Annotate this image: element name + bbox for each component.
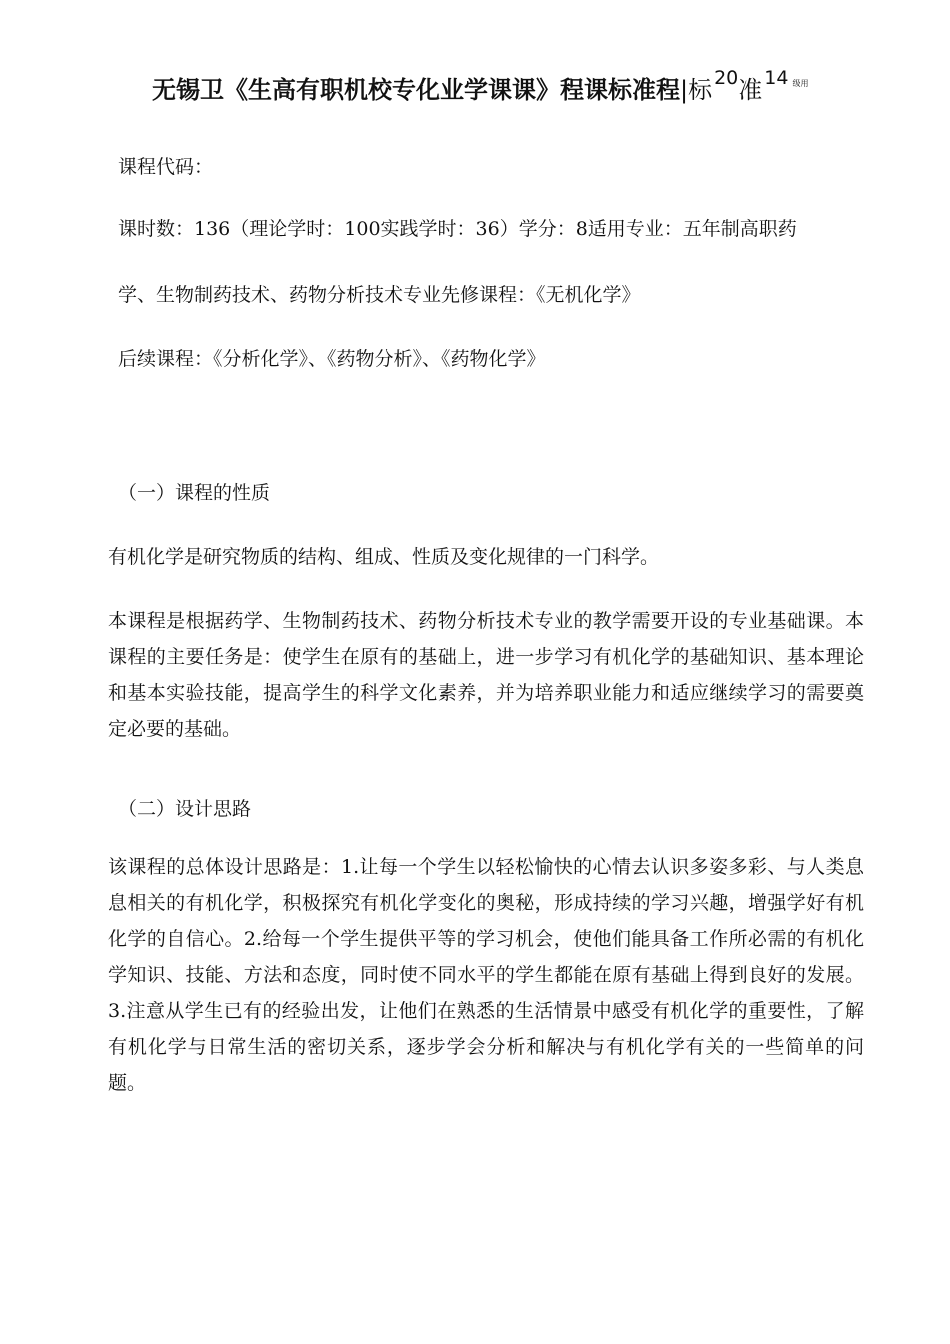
title-main: 无锡卫《生高有职机校专化业学课课》程课标准程 xyxy=(152,76,680,104)
course-code: 课程代码： xyxy=(118,156,214,178)
title-tail-b: 准 xyxy=(738,76,763,104)
course-hours-line-1: 课时数：136（理论学时：100实践学时：36）学分：8适用专业：五年制高职药 xyxy=(118,218,797,240)
title-separator: | xyxy=(680,76,689,104)
section-1-paragraph-2: 本课程是根据药学、生物制药技术、药物分析技术专业的教学需要开设的专业基础课。本课程的主要任务是：使学生在原有的基础上，进一步学习有机化学的基础知识、基本理论和基本实验技能，提高学生的科学文化素养，并为培养职业能力和适应继续学习的需要奠定必要的基础。 xyxy=(108,610,864,740)
document-title xyxy=(152,67,809,116)
course-hours-line-2: 学、生物制药技术、药物分析技术专业先修课程：《无机化学》 xyxy=(118,284,641,306)
title-tiny-note: 级用 xyxy=(792,79,809,88)
section-2-paragraph-1: 该课程的总体设计思路是：1.让每一个学生以轻松愉快的心情去认识多姿多彩、与人类息息相关的有机化学，积极探究有机化学变化的奥秘，形成持续的学习兴趣，增强学好有机化学的自信心。2.给每一个学生提供平等的学习机会，使他们能具备工作所必需的有机化学知识、技能、方法和态度，同时使不同水平的学生都能在原有基础上得到良好的发展。3.注意从学生已有的经验出发，让他们在熟悉的生活情景中感受有机化学的重要性，了解有机化学与日常生活的密切关系，逐步学会分析和解决与有机化学有关的一些简单的问题。 xyxy=(108,856,864,1094)
title-superscript-a: 20 xyxy=(714,67,739,89)
section-1-heading: （一）课程的性质 xyxy=(118,482,271,504)
section-2-heading: （二）设计思路 xyxy=(118,798,252,820)
title-superscript-b: 14 xyxy=(764,67,789,89)
title-tail-a: 标 xyxy=(688,76,713,104)
section-1-paragraph-1: 有机化学是研究物质的结构、组成、性质及变化规律的一门科学。 xyxy=(108,546,660,568)
follow-up-courses: 后续课程：《分析化学》、《药物分析》、《药物化学》 xyxy=(118,348,546,370)
